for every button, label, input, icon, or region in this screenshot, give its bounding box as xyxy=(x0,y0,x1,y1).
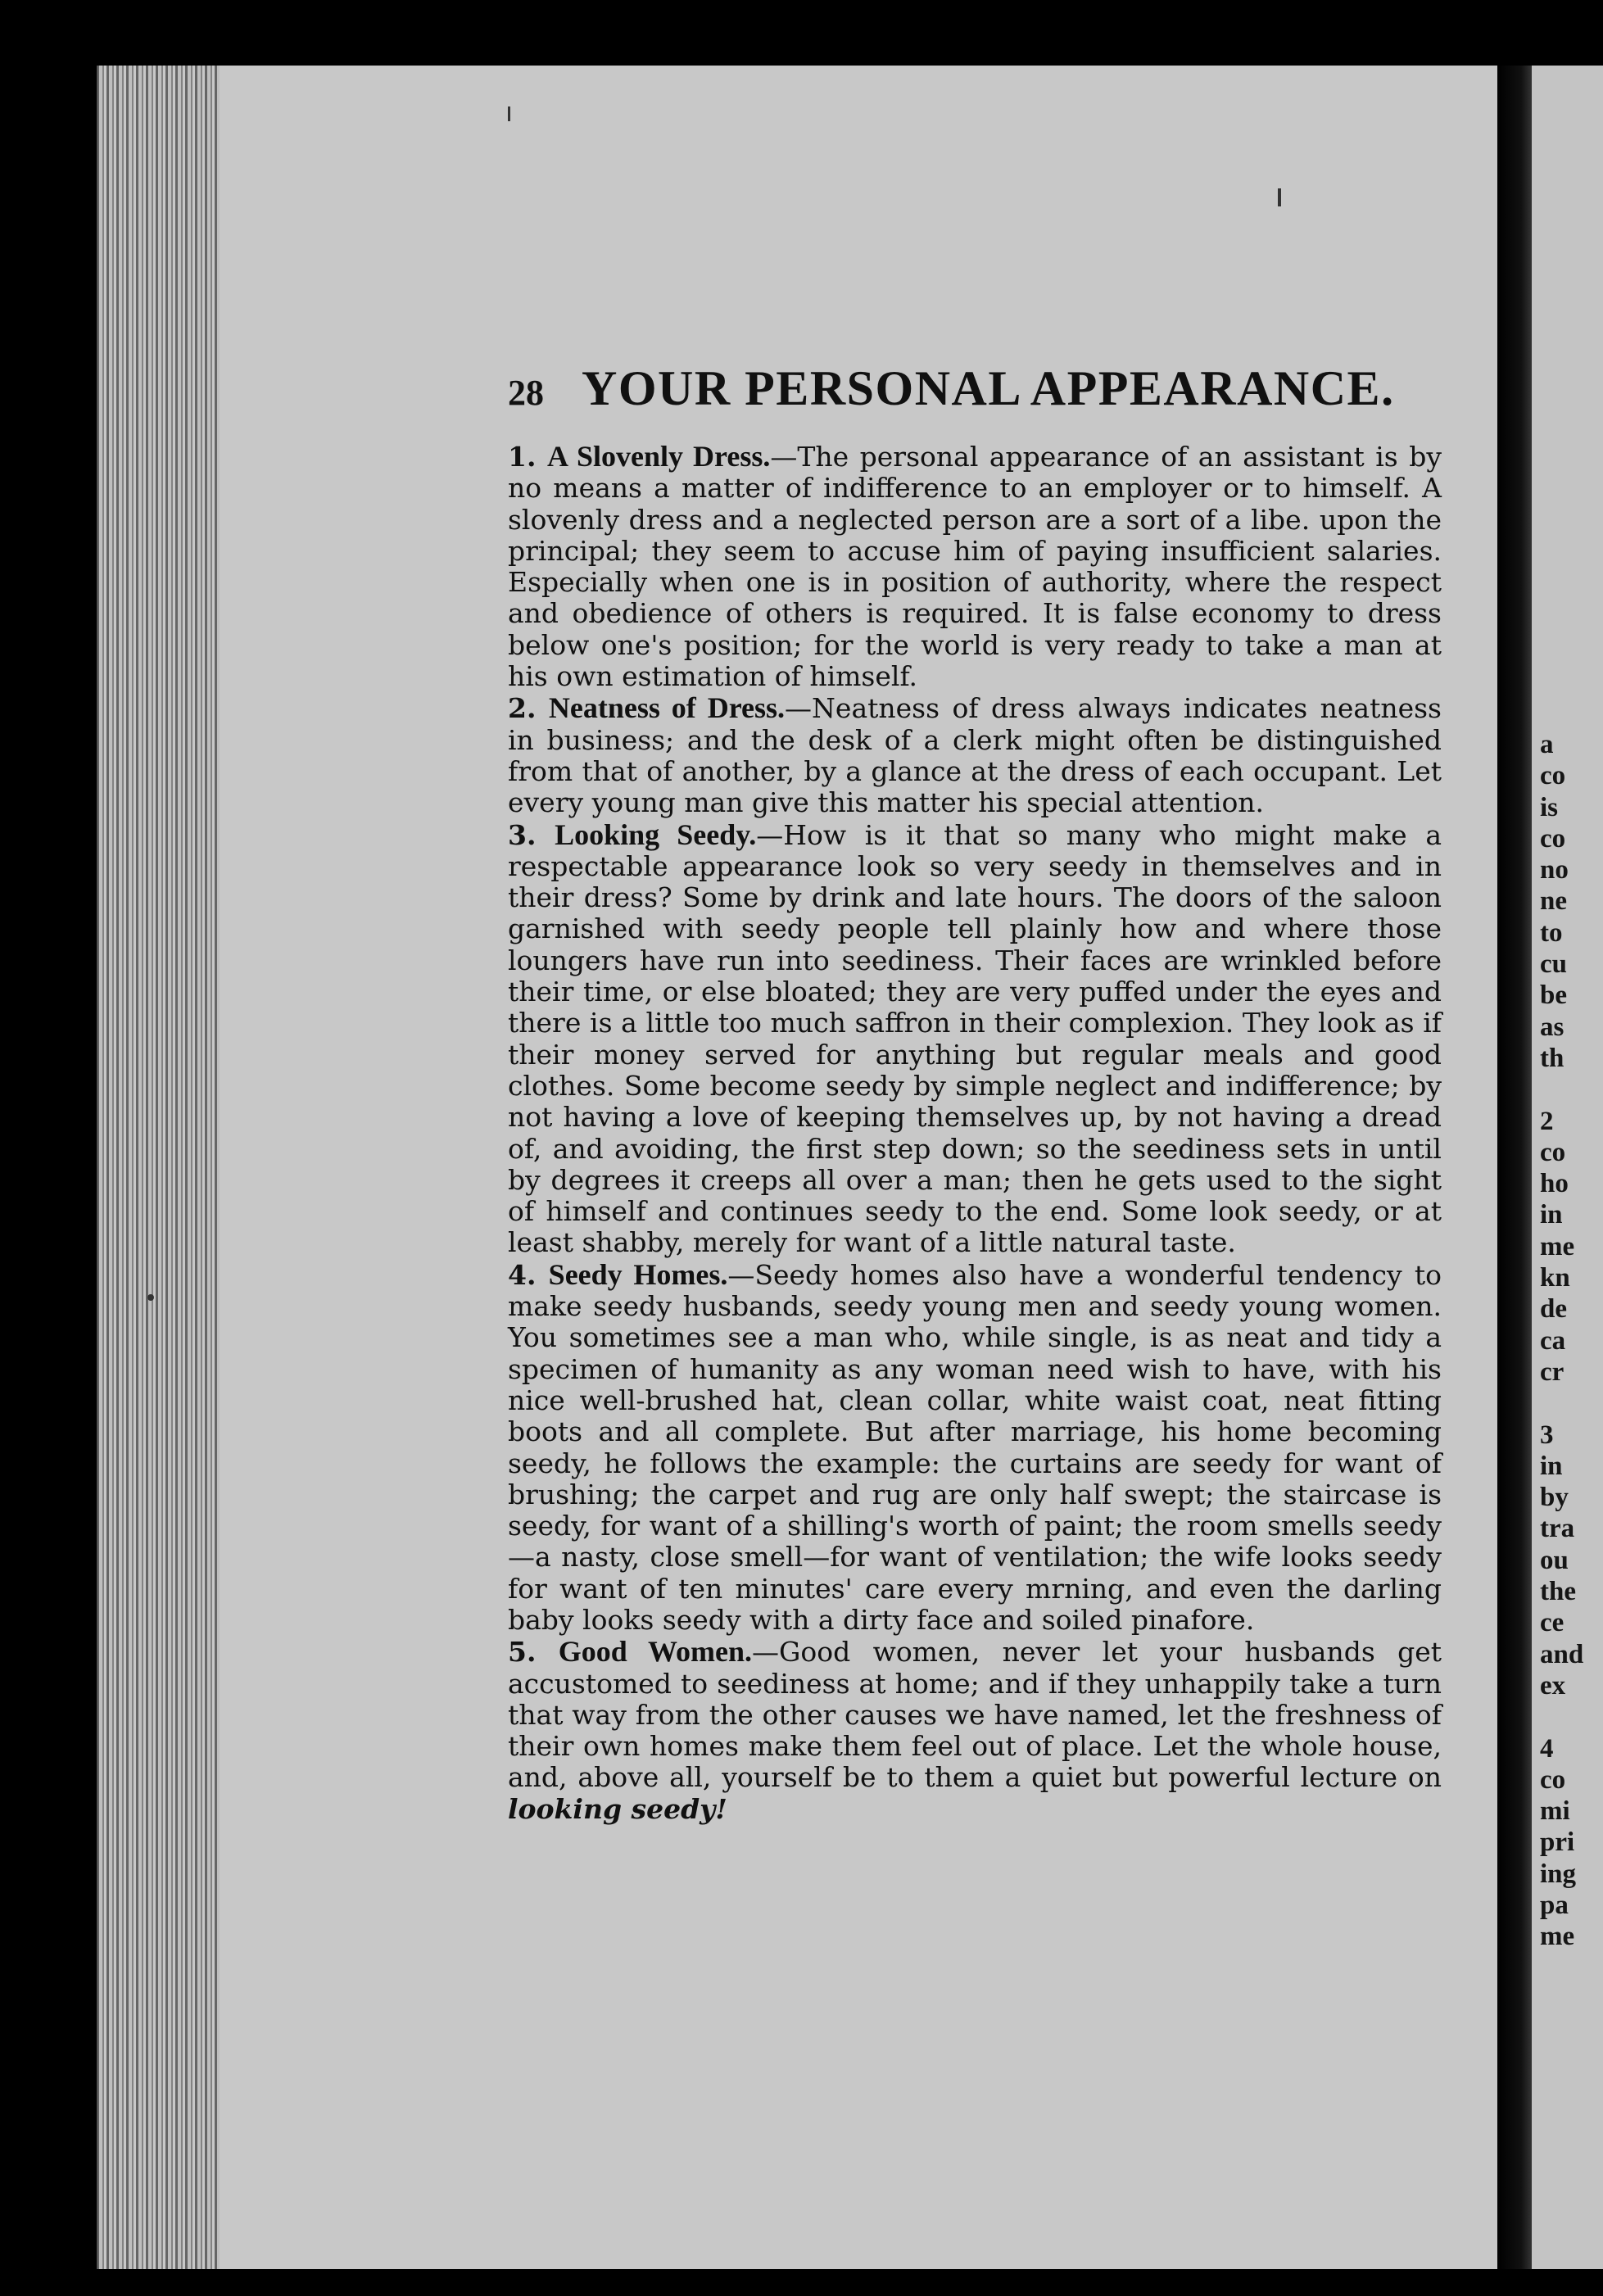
running-head xyxy=(508,360,1442,419)
section-heading: Neatness of Dress. xyxy=(548,691,786,725)
scan-speck xyxy=(147,1294,154,1301)
facing-page-fragment: tra xyxy=(1540,1514,1575,1544)
section-3 xyxy=(508,819,1442,1259)
facing-page-fragment: to xyxy=(1540,917,1563,948)
section-text: —Good women, never let your husbands get accustomed to seediness at home; and if they unhappily take a turn that way from the other causes we have named, let the freshness of their own homes make them feel out of place. Let the whole house, and, above all, yourself be to them a quiet but powerful lecture on xyxy=(508,1636,1442,1794)
facing-page-fragment: me xyxy=(1540,1231,1575,1261)
facing-page-fragment: ho xyxy=(1540,1169,1569,1199)
facing-page-fragment: th xyxy=(1540,1043,1565,1073)
facing-page-fragment: mi xyxy=(1540,1796,1570,1827)
section-text: —The personal appearance of an assistant is by no means a matter of indifference to an employer or to himself. A slovenly dress and a neglected person are a sort of a libe. upon the principal; they seem to accuse him of paying insufficient salaries. Especially when one is in position of authority, where the respect and obedience of others is required. It is false economy to dress below one's position; for the world is very ready to take a man at his own estimation of himself. xyxy=(508,441,1442,693)
facing-page-fragment: a xyxy=(1540,730,1554,759)
facing-page-fragment: is xyxy=(1540,792,1559,822)
facing-page-fragment: ne xyxy=(1540,886,1567,917)
section-heading: Good Women. xyxy=(558,1635,753,1669)
facing-page-fragment: the xyxy=(1540,1577,1576,1607)
facing-page-fragment: kn xyxy=(1540,1263,1570,1293)
facing-page-fragment: 3 xyxy=(1540,1420,1554,1450)
facing-page-fragment xyxy=(1540,1388,1603,1419)
facing-page-fragment: ce xyxy=(1540,1608,1565,1638)
section-1 xyxy=(508,441,1442,692)
facing-page-fragment: ex xyxy=(1540,1670,1566,1700)
facing-page-fragment xyxy=(1540,1701,1603,1732)
facing-page-fragment: ca xyxy=(1540,1325,1566,1356)
body-text xyxy=(508,441,1442,1825)
facing-page-fragment: no xyxy=(1540,855,1569,885)
page-content xyxy=(508,360,1442,1825)
facing-page-fragment: and xyxy=(1540,1639,1584,1669)
facing-page-fragment: co xyxy=(1540,1764,1566,1795)
facing-page-fragment xyxy=(1540,1074,1603,1105)
section-number: 5. xyxy=(508,1636,537,1669)
facing-page-fragment: co xyxy=(1540,1137,1566,1167)
section-number: 4. xyxy=(508,1258,537,1291)
facing-page-fragment: in xyxy=(1540,1200,1563,1230)
section-number: 1. xyxy=(508,441,537,473)
facing-page-fragment: 4 xyxy=(1540,1733,1554,1764)
page-title: YOUR PERSONAL APPEARANCE. xyxy=(582,361,1395,415)
facing-page-fragment: ing xyxy=(1540,1859,1577,1889)
scan-speck xyxy=(1278,188,1281,206)
section-text: —How is it that so many who might make a respectable appearance look so very seedy in themselves and in their dress? Some by drink and late hours. The doors of the saloon garnished with seedy people tell plainly how and where those loungers have run into seediness. Their faces are wrinkled before their time, or else bloated; they are very puffed under the eyes and there is a little too much saffron in their complexion. They look as if their money served for anything but regular meals and good clothes. Some become seedy by simple neglect and indifference; by not having a love of keeping themselves up, by not having a dread of, and avoiding, the first step down; so the seediness sets in until by degrees it creeps all over a man; then he gets used to the sight of himself and continues seedy to the end. Some look seedy, or at least shabby, merely for want of a little natural taste. xyxy=(508,818,1442,1259)
facing-page-fragment: co xyxy=(1540,761,1566,791)
facing-page-fragment: by xyxy=(1540,1483,1569,1513)
section-heading: Seedy Homes. xyxy=(548,1257,728,1291)
section-heading: Looking Seedy. xyxy=(555,817,757,851)
facing-page-fragment: 2 xyxy=(1540,1106,1554,1136)
section-text: —Seedy homes also have a wonderful tendency to make seedy husbands, seedy young men and seedy young women. You sometimes see a man who, while single, is as neat and tidy a specimen of humanity as any woman need wish to have, with his nice well-brushed hat, clean collar, white waist coat, neat fitting boots and all complete. But after marriage, his home becoming seedy, he follows the example: the curtains are seedy for want of brushing; the carpet and rug are only half swept; the staircase is seedy, for want of a shilling's worth of paint; the room smells seedy—a nasty, close smell—for want of ventilation; the wife looks seedy for want of ten minutes' care every mrning, and even the darling baby looks seedy with a dirty face and soiled pinafore. xyxy=(508,1258,1442,1636)
section-4 xyxy=(508,1259,1442,1637)
section-number: 2. xyxy=(508,692,537,725)
section-2 xyxy=(508,692,1442,818)
facing-page-fragment: ou xyxy=(1540,1545,1569,1575)
facing-page-fragment: pa xyxy=(1540,1890,1569,1920)
facing-page-fragment: co xyxy=(1540,823,1566,854)
facing-page-fragment: me xyxy=(1540,1922,1575,1952)
page-number: 28 xyxy=(508,373,544,413)
facing-page-fragment: pri xyxy=(1540,1827,1575,1858)
binding-edge xyxy=(97,66,220,2269)
facing-page-fragment: as xyxy=(1540,1012,1565,1042)
facing-page-fragment: cu xyxy=(1540,949,1567,980)
facing-page-fragment: be xyxy=(1540,980,1567,1011)
page-gutter xyxy=(1497,66,1532,2269)
section-5 xyxy=(508,1636,1442,1825)
facing-page-fragment: cr xyxy=(1540,1356,1565,1387)
section-number: 3. xyxy=(508,818,537,851)
scan-speck xyxy=(508,106,510,121)
facing-page-fragment: in xyxy=(1540,1451,1563,1481)
facing-page-text-fragments xyxy=(1540,729,1603,1953)
section-text: —Neatness of dress always indicates neatness in business; and the desk of a clerk might often be distinguished from that of another, by a glance at the dress of each occupant. Let every young man give this matter his special attention. xyxy=(508,692,1442,819)
section-heading: A Slovenly Dress. xyxy=(546,440,771,473)
facing-page-fragment: de xyxy=(1540,1294,1567,1325)
closing-phrase: looking seedy! xyxy=(508,1792,727,1825)
